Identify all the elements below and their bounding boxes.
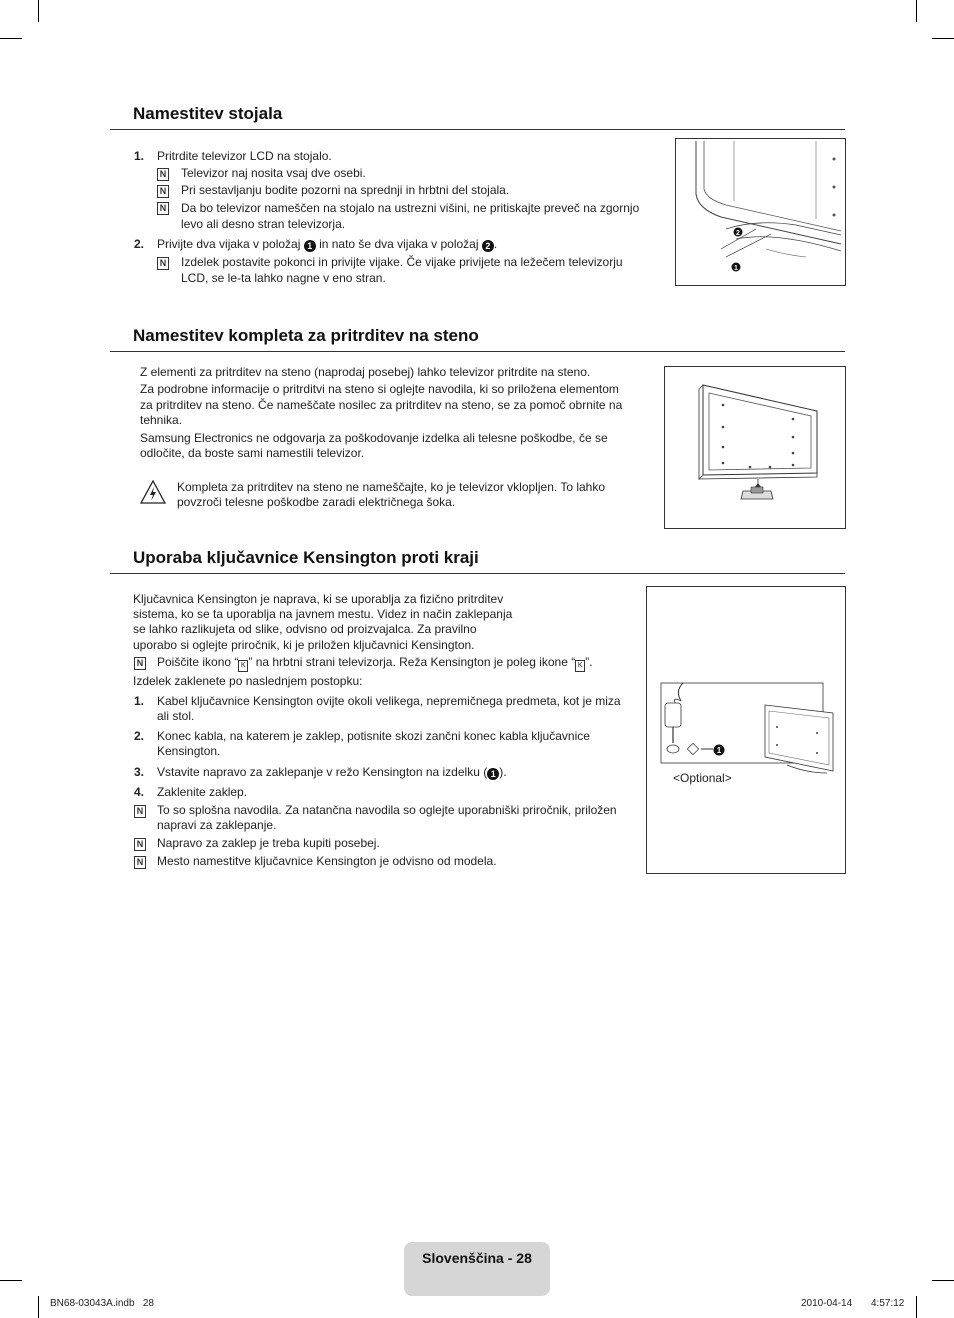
note-text: LCD, se le-ta lahko nagne v eno stran. bbox=[181, 271, 386, 285]
paragraph: Za podrobne informacije o pritrditvi na steno si oglejte navodila, ki so priložena elementom bbox=[140, 382, 619, 396]
wall-mount-illustration bbox=[665, 367, 845, 528]
step-text: Zaklenite zaklep. bbox=[157, 785, 248, 799]
file-name: BN68-03043A.indb 28 bbox=[50, 1298, 154, 1309]
paragraph: Samsung Electronics ne odgovarja za poškodovanje izdelka ali telesne poškodbe, če se bbox=[140, 431, 608, 445]
step-number: 4. bbox=[134, 785, 145, 799]
paragraph: Z elementi za pritrditev na steno (naprodaj posebej) lahko televizor pritrdite na steno. bbox=[140, 365, 591, 379]
step-text bbox=[157, 765, 507, 781]
crop-mark bbox=[932, 1280, 954, 1281]
figure-caption: <Optional> bbox=[673, 771, 732, 785]
note-text-part: ”. bbox=[585, 655, 593, 669]
step-text-part: Vstavite napravo za zaklepanje v režo Kensington na izdelku ( bbox=[157, 765, 488, 779]
paragraph: se lahko razlikujeta od slike, odvisno od proizvajalca. Za pravilno bbox=[133, 622, 477, 636]
section-header-stand bbox=[110, 103, 845, 130]
kensington-icon: K bbox=[238, 660, 248, 672]
note-icon: N bbox=[134, 657, 146, 670]
note-icon: N bbox=[157, 257, 169, 270]
kensington-icon: K bbox=[575, 660, 585, 672]
warning-icon bbox=[140, 480, 166, 504]
section-header-wall-mount bbox=[110, 325, 845, 352]
kensington-illustration bbox=[647, 587, 845, 787]
figure-callout-1: 1 bbox=[734, 265, 738, 272]
wall-mount-figure bbox=[664, 366, 846, 529]
crop-mark bbox=[932, 38, 954, 39]
note-text: Napravo za zaklep je treba kupiti posebej. bbox=[157, 836, 380, 850]
step-number: 1. bbox=[134, 694, 145, 708]
note-text: Pri sestavljanju bodite pozorni na sprednji in hrbtni del stojala. bbox=[181, 183, 510, 197]
callout-1: 1 bbox=[304, 240, 316, 252]
step-number: 2. bbox=[134, 729, 145, 743]
paragraph: Ključavnica Kensington je naprava, ki se uporablja za fizično pritrditev bbox=[133, 592, 504, 606]
crop-mark bbox=[916, 0, 917, 22]
print-time: 4:57:12 bbox=[871, 1298, 905, 1309]
note-text: Da bo televizor nameščen na stojalo na ustrezni višini, ne pritiskajte preveč na zgornjo bbox=[181, 201, 640, 215]
note-text-part: ” na hrbtni strani televizorja. Reža Kensington je poleg ikone “ bbox=[248, 655, 576, 669]
paragraph: sistema, ko se ta uporablja na javnem mestu. Videz in način zaklepanja bbox=[133, 607, 513, 621]
page-number-tab bbox=[404, 1242, 550, 1296]
note-icon: N bbox=[157, 185, 169, 198]
callout-1: 1 bbox=[487, 768, 499, 780]
page-label: Slovenščina - 28 bbox=[422, 1250, 532, 1266]
crop-mark bbox=[0, 38, 22, 39]
crop-mark bbox=[916, 1296, 917, 1318]
section-title: Namestitev stojala bbox=[133, 104, 283, 123]
step-number: 1. bbox=[134, 149, 145, 163]
note-text: Mesto namestitve ključavnice Kensington je odvisno od modela. bbox=[157, 854, 497, 868]
stand-illustration bbox=[676, 139, 845, 285]
step-text bbox=[157, 237, 497, 253]
step-text-part: in nato še dva vijaka v položaj bbox=[315, 237, 482, 251]
paragraph: za pritrditev na steno. Če nameščate nosilec za pritrditev na steno, se za pomoč obrnite na bbox=[140, 398, 623, 412]
note-text: Izdelek postavite pokonci in privijte vijake. Če vijake privijete na ležečem televizorju bbox=[181, 255, 623, 269]
step-text: Kabel ključavnice Kensington ovijte okoli velikega, nepremičnega predmeta, kot je miza bbox=[157, 694, 621, 708]
step-number: 2. bbox=[134, 237, 145, 251]
note-text: levo ali desno stran televizorja. bbox=[181, 217, 346, 231]
note-text: napravi za zaklepanje. bbox=[157, 818, 277, 832]
step-text-part: ). bbox=[499, 765, 507, 779]
step-text-part: Privijte dva vijaka v položaj bbox=[157, 237, 304, 251]
paragraph: uporabo si oglejte priročnik, ki je priložen ključavnici Kensington. bbox=[133, 638, 475, 652]
step-number: 3. bbox=[134, 765, 145, 779]
note-icon: N bbox=[134, 805, 146, 818]
note-text: Televizor naj nosita vsaj dve osebi. bbox=[181, 166, 366, 180]
note-text-part: Poiščite ikono “ bbox=[157, 655, 239, 669]
note-icon: N bbox=[134, 856, 146, 869]
warning-text: povzroči telesne poškodbe zaradi električnega šoka. bbox=[177, 495, 456, 509]
crop-mark bbox=[38, 1296, 39, 1318]
note-icon: N bbox=[157, 168, 169, 181]
note-text bbox=[157, 655, 593, 672]
warning-text: Kompleta za pritrditev na steno ne nameščajte, ko je televizor vklopljen. To lahko bbox=[177, 480, 606, 494]
paragraph: Izdelek zaklenete po naslednjem postopku: bbox=[133, 674, 363, 688]
kensington-figure bbox=[646, 586, 846, 874]
figure-callout-2: 2 bbox=[736, 230, 740, 237]
step-text-part: . bbox=[493, 237, 498, 251]
section-header-kensington bbox=[110, 547, 845, 574]
step-text: Pritrdite televizor LCD na stojalo. bbox=[157, 149, 332, 163]
stand-figure bbox=[675, 138, 846, 286]
note-icon: N bbox=[157, 202, 169, 215]
paragraph: odločite, da boste sami namestili televizor. bbox=[140, 446, 365, 460]
paragraph: tehnika. bbox=[140, 413, 183, 427]
step-text: Kensington. bbox=[157, 744, 221, 758]
step-text: ali stol. bbox=[157, 709, 195, 723]
crop-mark bbox=[38, 0, 39, 22]
section-title: Uporaba ključavnice Kensington proti kraji bbox=[133, 548, 479, 567]
callout-2: 2 bbox=[482, 240, 494, 252]
note-text: To so splošna navodila. Za natančna navodila so oglejte uporabniški priročnik, priložen bbox=[157, 803, 617, 817]
figure-callout-1: 1 bbox=[716, 746, 722, 755]
section-title: Namestitev kompleta za pritrditev na steno bbox=[133, 326, 479, 345]
note-icon: N bbox=[134, 838, 146, 851]
step-text: Konec kabla, na katerem je zaklep, potisnite skozi zančni konec kabla ključavnice bbox=[157, 729, 590, 743]
crop-mark bbox=[0, 1280, 22, 1281]
print-date: 2010-04-14 bbox=[801, 1298, 853, 1309]
